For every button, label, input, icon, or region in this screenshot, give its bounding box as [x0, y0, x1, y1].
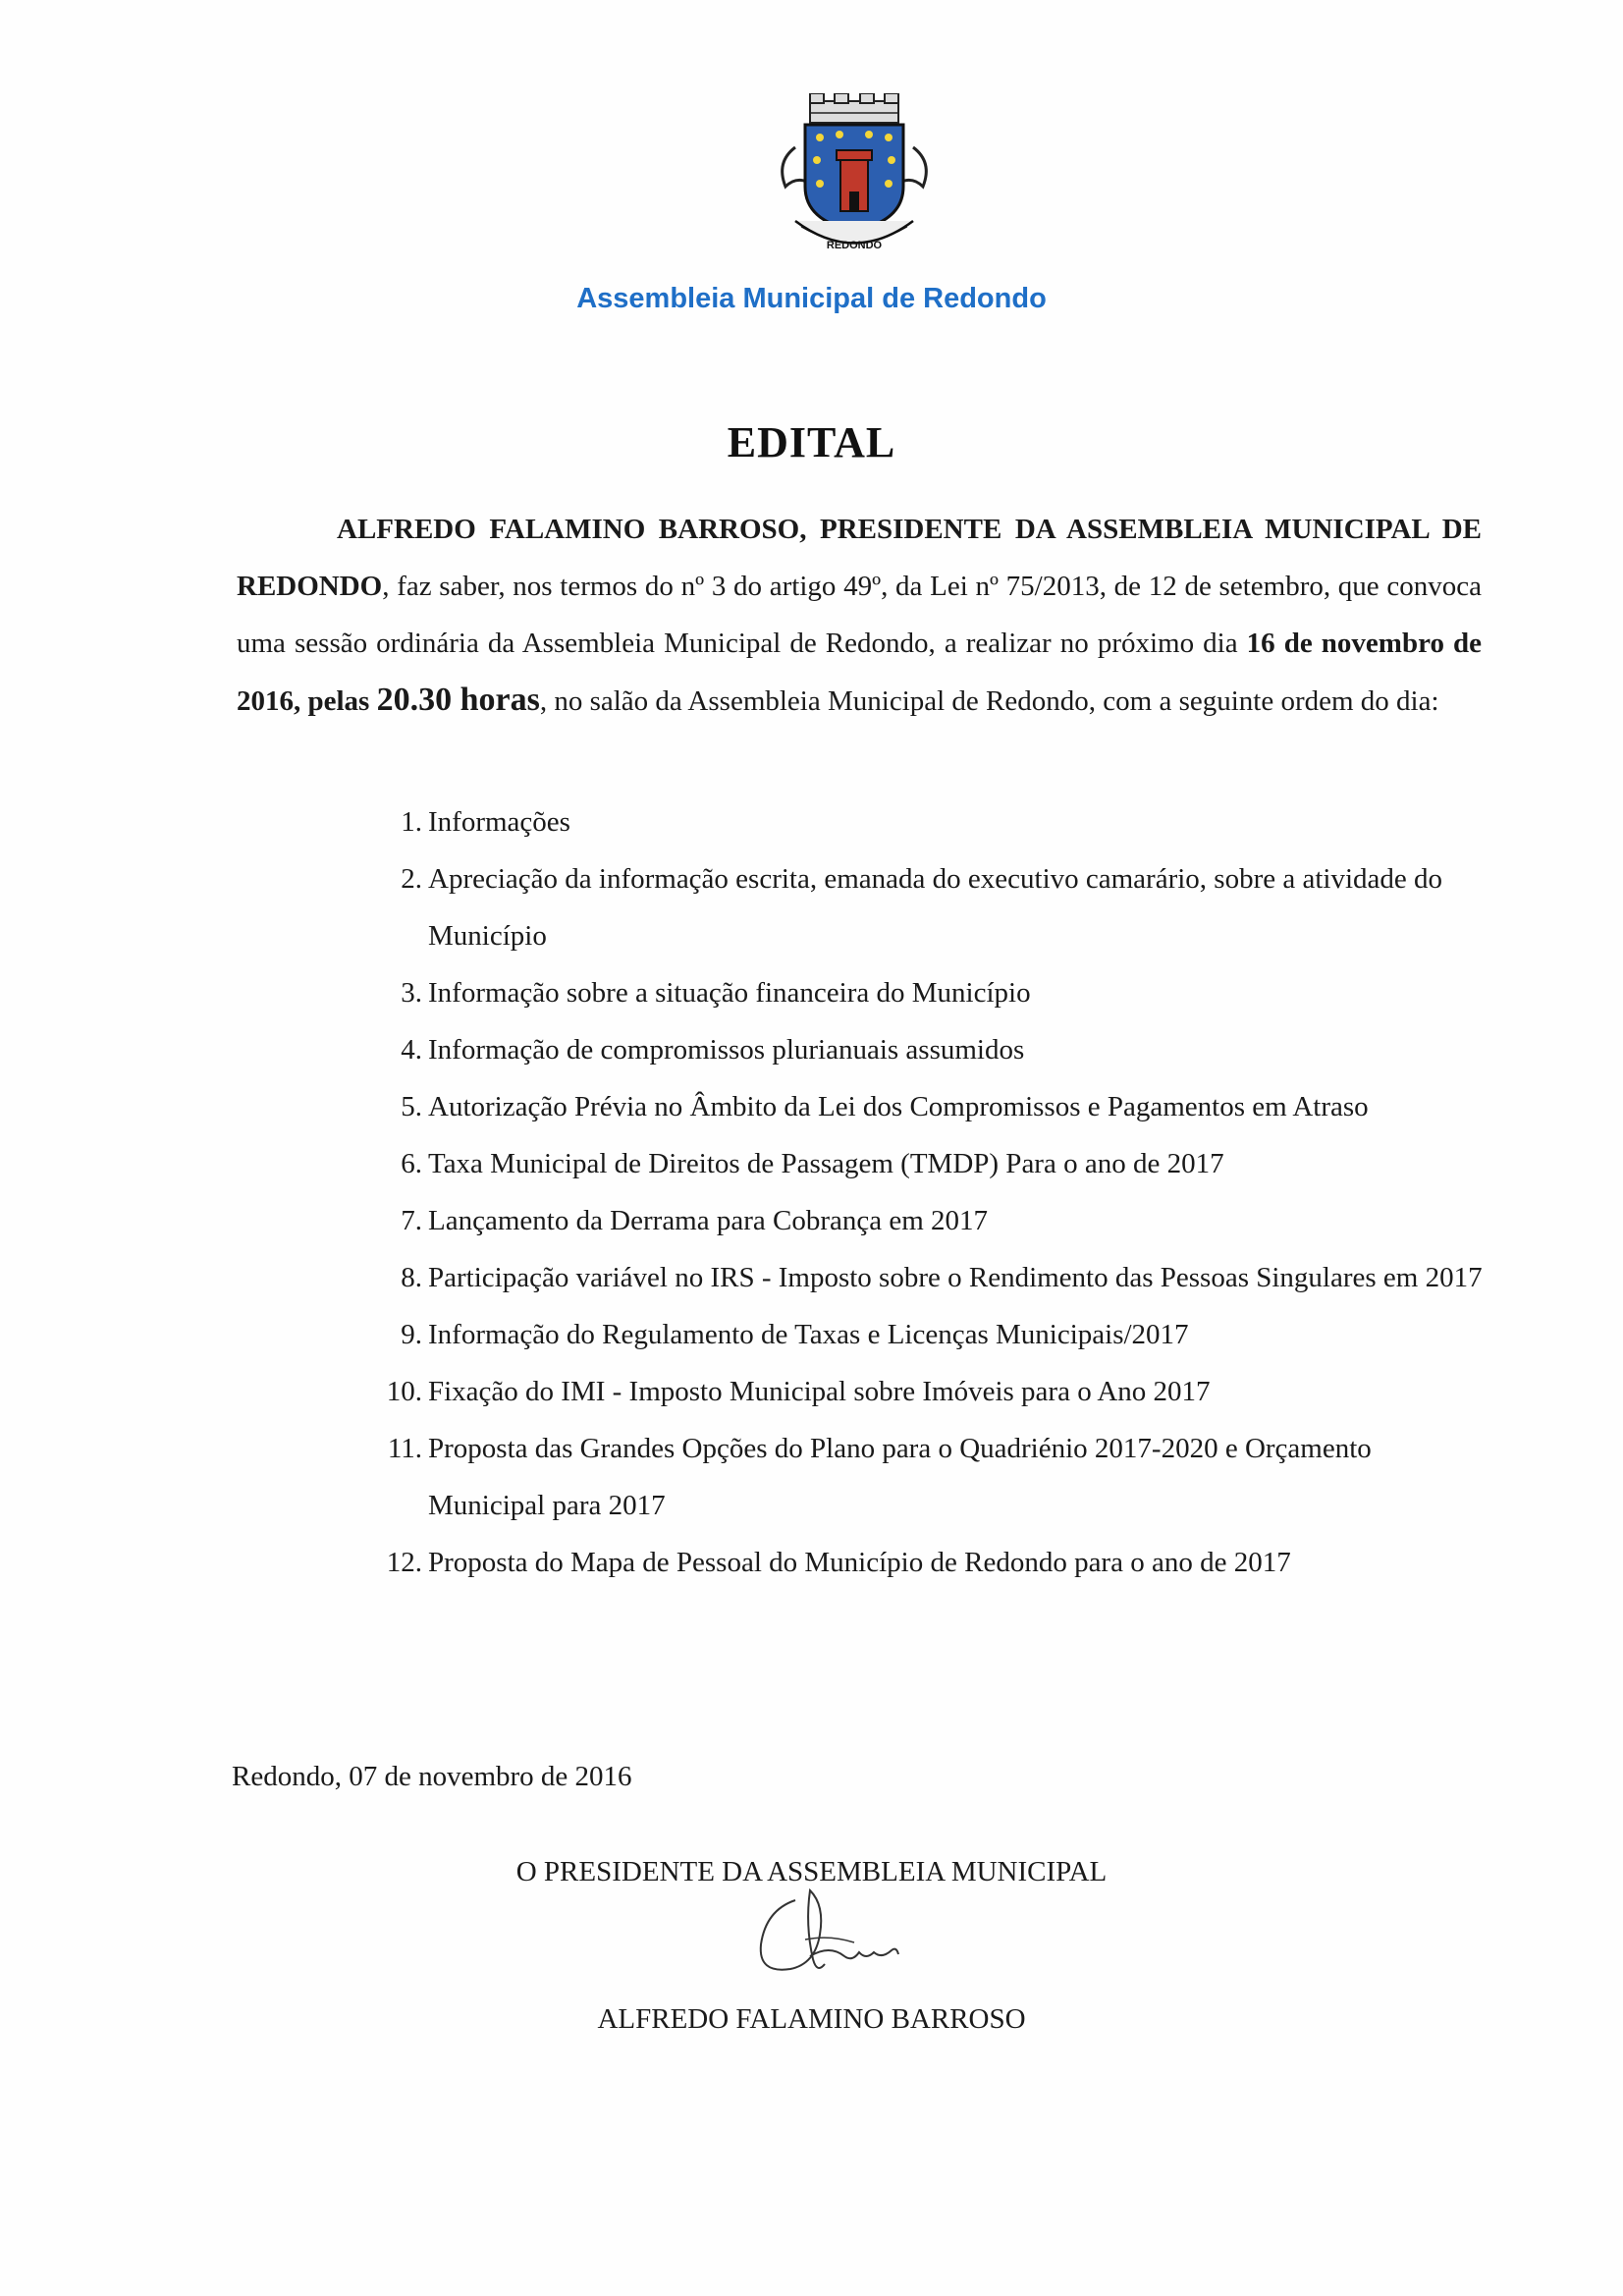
agenda-text: Informação de compromissos plurianuais assumidos	[428, 1034, 1025, 1066]
intro-name: ALFREDO FALAMINO BARROSO, PRESIDENTE DA ASSEMBLEIA MUNICIPAL DE REDONDO	[237, 514, 1482, 602]
organization-name: Assembleia Municipal de Redondo	[576, 283, 1047, 314]
agenda-number: 9.	[401, 1319, 422, 1350]
agenda-item	[373, 850, 1483, 964]
agenda-text: Autorização Prévia no Âmbito da Lei dos Compromissos e Pagamentos em Atraso	[428, 1091, 1369, 1122]
agenda-item	[373, 1534, 1483, 1591]
agenda-text: Participação variável no IRS - Imposto sobre o Rendimento das Pessoas Singulares em 2017	[428, 1262, 1483, 1293]
place-date: Redondo, 07 de novembro de 2016	[232, 1761, 632, 1792]
agenda-number: 11.	[387, 1433, 422, 1464]
agenda-number: 8.	[401, 1262, 422, 1293]
agenda-text: Apreciação da informação escrita, emanada do executivo camarário, sobre a atividade do Município	[428, 863, 1443, 952]
agenda-item	[373, 1249, 1483, 1306]
intro-text-2: , no salão da Assembleia Municipal de Redondo, com a seguinte ordem do dia:	[539, 685, 1439, 717]
agenda-number: 2.	[401, 863, 422, 895]
agenda-text: Informações	[428, 806, 570, 838]
agenda-number: 7.	[401, 1205, 422, 1236]
agenda-number: 6.	[401, 1148, 422, 1179]
municipal-crest-icon	[766, 93, 943, 265]
agenda-text: Lançamento da Derrama para Cobrança em 2017	[428, 1205, 989, 1236]
agenda-text: Proposta do Mapa de Pessoal do Município de Redondo para o ano de 2017	[428, 1547, 1291, 1578]
handwritten-signature-icon	[736, 1866, 933, 1994]
crest-label: REDONDO	[826, 240, 883, 251]
document-title: EDITAL	[727, 418, 896, 466]
agenda-item	[373, 1021, 1483, 1078]
agenda-text: Proposta das Grandes Opções do Plano para o Quadriénio 2017-2020 e Orçamento Municipal para 2017	[428, 1433, 1372, 1521]
agenda-text: Informação do Regulamento de Taxas e Licenças Municipais/2017	[428, 1319, 1189, 1350]
agenda-item	[373, 1363, 1483, 1420]
agenda-number: 3.	[401, 977, 422, 1009]
agenda-item	[373, 793, 1483, 850]
agenda-number: 4.	[401, 1034, 422, 1066]
agenda-item	[373, 1420, 1483, 1534]
agenda-item	[373, 964, 1483, 1021]
agenda-text: Taxa Municipal de Direitos de Passagem (TMDP) Para o ano de 2017	[428, 1148, 1224, 1179]
agenda-item	[373, 1078, 1483, 1135]
agenda-item	[373, 1135, 1483, 1192]
signatory-title: O PRESIDENTE DA ASSEMBLEIA MUNICIPAL	[515, 1856, 1108, 1887]
agenda-text: Informação sobre a situação financeira do Município	[428, 977, 1031, 1009]
agenda-number: 10.	[386, 1376, 422, 1407]
agenda-text: Fixação do IMI - Imposto Municipal sobre Imóveis para o Ano 2017	[428, 1376, 1211, 1407]
agenda-item	[373, 1306, 1483, 1363]
agenda-item	[373, 1192, 1483, 1249]
meeting-time: 20.30 horas	[376, 682, 540, 718]
intro-text-1: , faz saber, nos termos do nº 3 do artigo 49º, da Lei nº 75/2013, de 12 de setembro, que convoca uma sessão ordinária da Assembleia Municipal de Redondo, a realizar no próximo dia	[237, 571, 1482, 659]
intro-paragraph	[237, 501, 1482, 730]
agenda-number: 12.	[386, 1547, 422, 1578]
agenda-number: 1.	[401, 806, 422, 838]
agenda-list	[373, 793, 1483, 1591]
meeting-date: 16 de novembro de 2016, pelas	[237, 628, 1483, 717]
agenda-number: 5.	[401, 1091, 422, 1122]
signatory-name: ALFREDO FALAMINO BARROSO	[597, 2003, 1026, 2035]
